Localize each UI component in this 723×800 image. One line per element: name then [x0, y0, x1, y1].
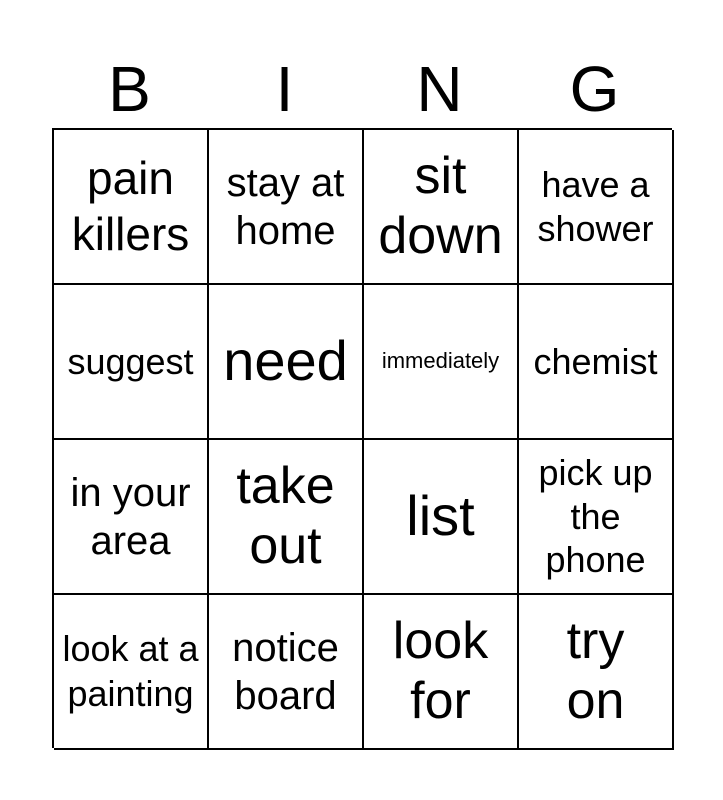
cell-label: look for [392, 611, 489, 730]
bingo-cell[interactable] [364, 130, 519, 285]
cell-label: take out [236, 456, 335, 575]
bingo-cell[interactable] [364, 440, 519, 595]
header-letter-b: B [108, 53, 151, 125]
bingo-cell[interactable] [54, 285, 209, 440]
cell-label: stay at home [226, 160, 345, 253]
bingo-cell[interactable] [209, 285, 364, 440]
bingo-cell[interactable] [54, 595, 209, 750]
bingo-cell[interactable] [364, 285, 519, 440]
cell-label: suggest [67, 340, 194, 382]
bingo-cell[interactable] [209, 595, 364, 750]
cell-label: immediately [381, 348, 500, 374]
cell-label: pain killers [71, 152, 190, 260]
cell-label: try on [566, 611, 625, 730]
cell-label: have a shower [537, 163, 654, 249]
bingo-cell[interactable] [519, 285, 674, 440]
bingo-cell[interactable] [519, 440, 674, 595]
cell-label: chemist [533, 340, 658, 382]
bingo-board [52, 128, 672, 748]
header-letter-n: N [416, 53, 463, 125]
bingo-cell[interactable] [519, 595, 674, 750]
bingo-cell[interactable] [209, 130, 364, 285]
cell-label: in your area [70, 470, 191, 563]
header-letter-g: G [569, 53, 620, 125]
bingo-cell[interactable] [519, 130, 674, 285]
cell-label: pick up the phone [538, 451, 653, 581]
bingo-cell[interactable] [54, 130, 209, 285]
bingo-cell[interactable] [54, 440, 209, 595]
cell-label: notice board [232, 625, 339, 718]
header-letter-i: I [275, 53, 294, 125]
cell-label: sit down [378, 146, 503, 265]
bingo-cell[interactable] [364, 595, 519, 750]
cell-label: need [223, 329, 348, 393]
bingo-cell[interactable] [209, 440, 364, 595]
bingo-header [52, 50, 672, 128]
cell-label: list [406, 484, 475, 548]
cell-label: look at a painting [62, 627, 199, 714]
